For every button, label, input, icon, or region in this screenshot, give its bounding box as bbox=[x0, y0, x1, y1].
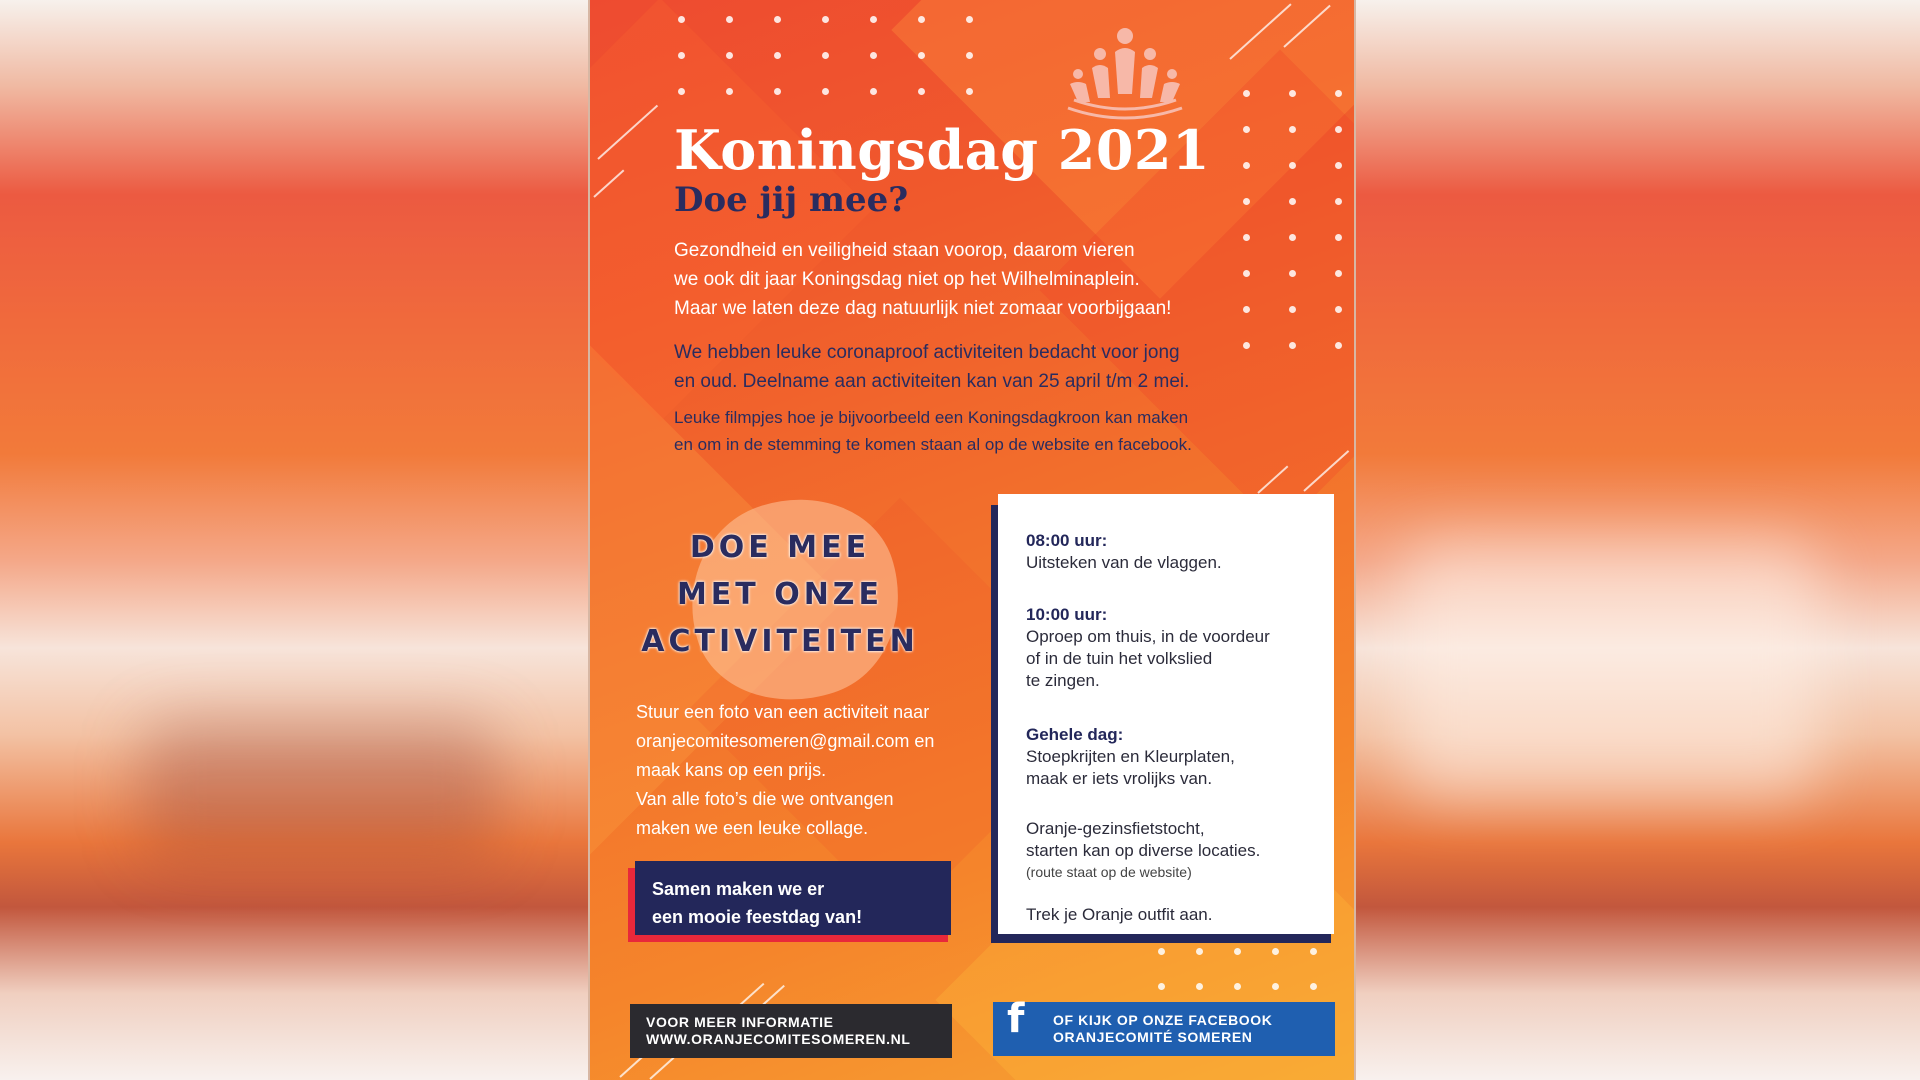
decor-dot bbox=[1243, 90, 1250, 97]
decor-dot bbox=[1243, 342, 1250, 349]
photo-line: Stuur een foto van een activiteit naar bbox=[636, 702, 930, 722]
decor-dot bbox=[918, 52, 925, 59]
decor-dot bbox=[678, 52, 685, 59]
schedule-time: 08:00 uur: bbox=[1026, 531, 1108, 550]
decor-dot bbox=[1289, 234, 1296, 241]
schedule-desc: Stoepkrijten en Kleurplaten, bbox=[1026, 747, 1235, 766]
decor-dot bbox=[678, 16, 685, 23]
decor-dot bbox=[774, 88, 781, 95]
decor-dot bbox=[966, 16, 973, 23]
facebook-info-box[interactable] bbox=[993, 996, 1335, 1056]
decor-dot bbox=[1243, 234, 1250, 241]
decor-dot bbox=[918, 16, 925, 23]
schedule-desc: Oproep om thuis, in de voordeur bbox=[1026, 627, 1270, 646]
schedule-desc: Oranje-gezinsfietstocht, bbox=[1026, 819, 1205, 838]
activities-line: en oud. Deelname aan activiteiten kan van 25 april t/m 2 mei. bbox=[674, 371, 1190, 392]
photo-line: maak kans op een prijs. bbox=[636, 760, 827, 780]
facebook-info-line: OF KIJK OP ONZE FACEBOOK bbox=[1053, 1012, 1273, 1028]
decor-dot bbox=[1272, 983, 1279, 990]
decor-dot bbox=[1243, 306, 1250, 313]
intro-paragraph bbox=[674, 236, 1171, 323]
decor-dot bbox=[726, 52, 733, 59]
activities-paragraph bbox=[674, 338, 1189, 396]
decor-dot bbox=[1243, 162, 1250, 169]
decor-dot bbox=[1335, 126, 1342, 133]
decor-dot bbox=[1234, 948, 1241, 955]
together-line: Samen maken we er bbox=[652, 879, 825, 899]
decor-dot bbox=[1289, 162, 1296, 169]
schedule-time: 10:00 uur: bbox=[1026, 605, 1108, 624]
decor-dot bbox=[870, 16, 877, 23]
schedule-time: Gehele dag: bbox=[1026, 725, 1124, 744]
decor-dots-top bbox=[678, 16, 1014, 95]
decor-dot bbox=[1196, 983, 1203, 990]
schedule-desc: starten kan op diverse locaties. bbox=[1026, 841, 1261, 860]
decor-dot bbox=[1335, 342, 1342, 349]
decor-dot bbox=[966, 88, 973, 95]
photo-line: Van alle foto’s die we ontvangen bbox=[636, 789, 894, 809]
poster-title: Koningsdag 2021 bbox=[674, 118, 1211, 182]
website-info-box[interactable] bbox=[630, 1004, 952, 1058]
schedule-desc: of in de tuin het volkslied bbox=[1026, 649, 1213, 668]
decor-dot bbox=[1335, 162, 1342, 169]
schedule-desc: Trek je Oranje outfit aan. bbox=[1026, 905, 1213, 924]
photo-line: maken we een leuke collage. bbox=[636, 818, 869, 838]
facebook-page-name[interactable]: ORANJECOMITÉ SOMEREN bbox=[1053, 1029, 1253, 1045]
decor-dot bbox=[1335, 198, 1342, 205]
decor-dot bbox=[1158, 983, 1165, 990]
videos-line: en om in de stemming te komen staan al op de website en facebook. bbox=[674, 435, 1192, 454]
decor-dot bbox=[1289, 126, 1296, 133]
crown-icon bbox=[1060, 24, 1190, 120]
decor-dot bbox=[1243, 198, 1250, 205]
together-line: een mooie feestdag van! bbox=[652, 907, 863, 927]
schedule-desc: te zingen. bbox=[1026, 671, 1100, 690]
decor-dot bbox=[966, 52, 973, 59]
decor-dot bbox=[1335, 270, 1342, 277]
intro-line: Maar we laten deze dag natuurlijk niet zomaar voorbijgaan! bbox=[674, 298, 1172, 319]
decor-dot bbox=[1243, 126, 1250, 133]
intro-line: we ook dit jaar Koningsdag niet op het Wilhelminaplein. bbox=[674, 269, 1140, 290]
videos-line: Leuke filmpjes hoe je bijvoorbeeld een Koningsdagkroon kan maken bbox=[674, 408, 1189, 427]
decor-dot bbox=[1289, 90, 1296, 97]
decor-dot bbox=[1243, 270, 1250, 277]
decor-dots-right bbox=[1243, 90, 1354, 349]
decor-dot bbox=[774, 16, 781, 23]
decor-dot bbox=[678, 88, 685, 95]
schedule-card bbox=[998, 494, 1334, 934]
decor-dot bbox=[918, 88, 925, 95]
decor-dot bbox=[726, 88, 733, 95]
decor-dot bbox=[1158, 948, 1165, 955]
call-to-action-line: MET ONZE bbox=[676, 577, 884, 612]
decor-dot bbox=[870, 88, 877, 95]
decor-dot bbox=[1335, 234, 1342, 241]
call-to-action-heading bbox=[630, 524, 930, 665]
website-link[interactable]: WWW.ORANJECOMITESOMEREN.NL bbox=[646, 1031, 911, 1047]
decor-dot bbox=[774, 52, 781, 59]
decor-dot bbox=[1289, 270, 1296, 277]
intro-line: Gezondheid en veiligheid staan voorop, daarom vieren bbox=[674, 240, 1135, 261]
decor-dot bbox=[822, 16, 829, 23]
decor-dot bbox=[822, 52, 829, 59]
decor-dot bbox=[1196, 948, 1203, 955]
poster-subtitle: Doe jij mee? bbox=[674, 180, 909, 220]
decor-dot bbox=[1335, 90, 1342, 97]
decor-line bbox=[619, 1055, 644, 1078]
call-to-action-line: ACTIVITEITEN bbox=[641, 624, 919, 659]
decor-dot bbox=[1289, 198, 1296, 205]
photo-line: oranjecomitesomeren@gmail.com en bbox=[636, 731, 935, 751]
together-box bbox=[635, 861, 951, 935]
decor-dot bbox=[1289, 306, 1296, 313]
call-to-action-line: DOE MEE bbox=[689, 530, 871, 565]
decor-dot bbox=[726, 16, 733, 23]
decor-dot bbox=[1234, 983, 1241, 990]
decor-dot bbox=[1272, 948, 1279, 955]
schedule-note: (route staat op de website) bbox=[1026, 864, 1192, 880]
photo-contest-text bbox=[636, 698, 934, 843]
decor-dot bbox=[1289, 342, 1296, 349]
videos-paragraph bbox=[674, 404, 1192, 458]
decor-dot bbox=[1335, 306, 1342, 313]
decor-line bbox=[739, 983, 764, 1006]
facebook-icon: f bbox=[1007, 996, 1026, 1042]
website-info-line: VOOR MEER INFORMATIE bbox=[646, 1014, 834, 1030]
decor-dot bbox=[870, 52, 877, 59]
schedule-desc: maak er iets vrolijks van. bbox=[1026, 769, 1213, 788]
schedule-desc: Uitsteken van de vlaggen. bbox=[1026, 553, 1222, 572]
activities-line: We hebben leuke coronaproof activiteiten bedacht voor jong bbox=[674, 342, 1180, 363]
decor-line bbox=[649, 1057, 674, 1080]
koningsdag-poster bbox=[590, 0, 1354, 1080]
decor-dot bbox=[1310, 948, 1317, 955]
decor-dot bbox=[1310, 983, 1317, 990]
decor-dot bbox=[822, 88, 829, 95]
